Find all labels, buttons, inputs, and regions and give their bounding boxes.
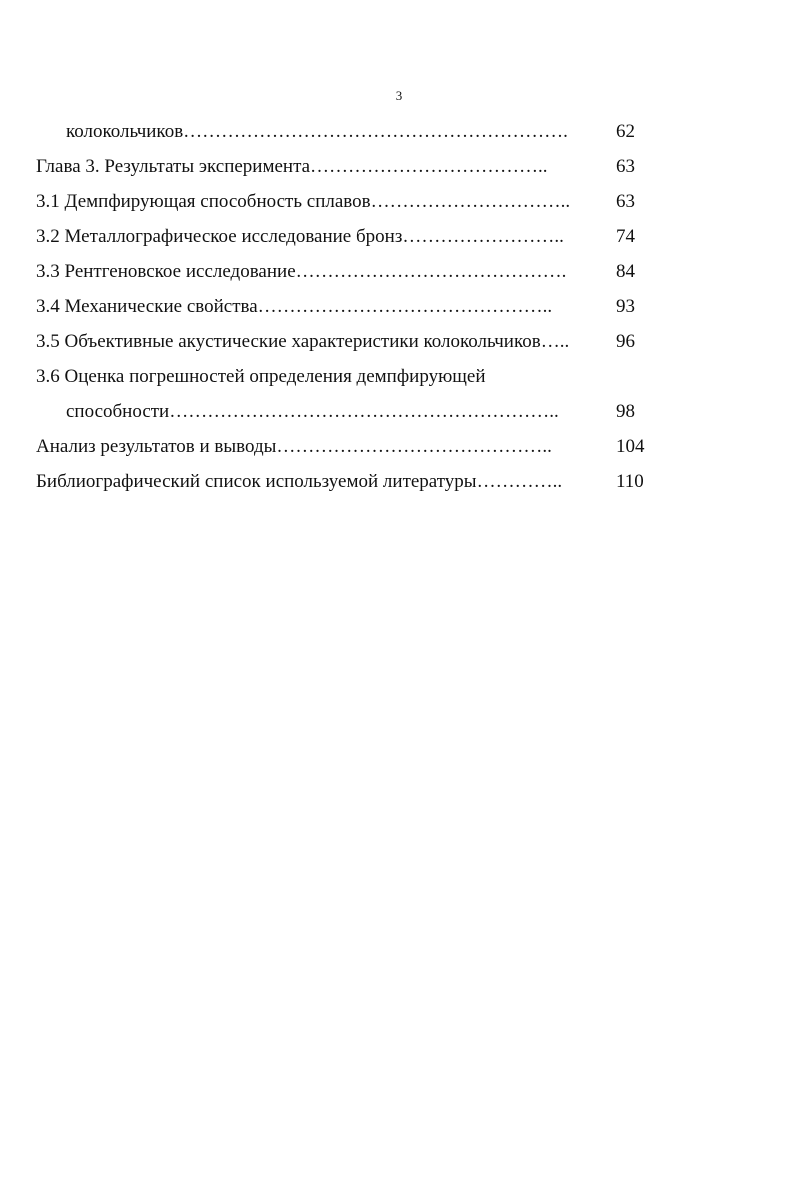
toc-entry-page: 104	[616, 436, 645, 457]
toc-entry	[36, 149, 662, 184]
toc-entry	[36, 394, 662, 429]
toc-entry-title: 3.1 Демпфирующая способность сплавов…………………………..	[36, 191, 571, 212]
table-of-contents	[36, 114, 662, 499]
page-number: 3	[395, 88, 403, 103]
toc-entry-title: Глава 3. Результаты эксперимента………………………………..	[36, 156, 548, 177]
toc-entry-title: Библиографический список используемой литературы…………..	[36, 471, 563, 492]
toc-entry-page: 62	[616, 121, 635, 142]
toc-entry-page: 63	[616, 156, 635, 177]
toc-entry-title: 3.4 Механические свойства………………………………………..	[36, 296, 553, 317]
toc-entry-page: 110	[616, 471, 644, 492]
toc-entry	[36, 184, 662, 219]
toc-entry-page: 93	[616, 296, 635, 317]
toc-entry-page: 98	[616, 401, 635, 422]
toc-entry-title: способности……………………………………………………..	[66, 401, 559, 422]
toc-entry-page: 84	[616, 261, 635, 282]
toc-entry	[36, 289, 662, 324]
toc-entry	[36, 324, 662, 359]
toc-entry	[36, 464, 662, 499]
toc-entry-title: колокольчиков…………………………………………………….	[66, 121, 568, 142]
toc-entry-title: 3.3 Рентгеновское исследование…………………………………….	[36, 261, 567, 282]
toc-entry	[36, 359, 662, 394]
toc-entry-title: 3.2 Металлографическое исследование бронз……………………..	[36, 226, 564, 247]
toc-entry	[36, 429, 662, 464]
toc-entry-title: 3.6 Оценка погрешностей определения демпфирующей	[36, 366, 486, 387]
toc-entry	[36, 254, 662, 289]
toc-entry-page: 74	[616, 226, 635, 247]
toc-entry-page: 96	[616, 331, 635, 352]
toc-entry-title: Анализ результатов и выводы……………………………………..	[36, 436, 552, 457]
toc-entry-page: 63	[616, 191, 635, 212]
toc-entry	[36, 219, 662, 254]
toc-entry-title: 3.5 Объективные акустические характеристики колокольчиков…..	[36, 331, 570, 352]
toc-entry	[36, 114, 662, 149]
